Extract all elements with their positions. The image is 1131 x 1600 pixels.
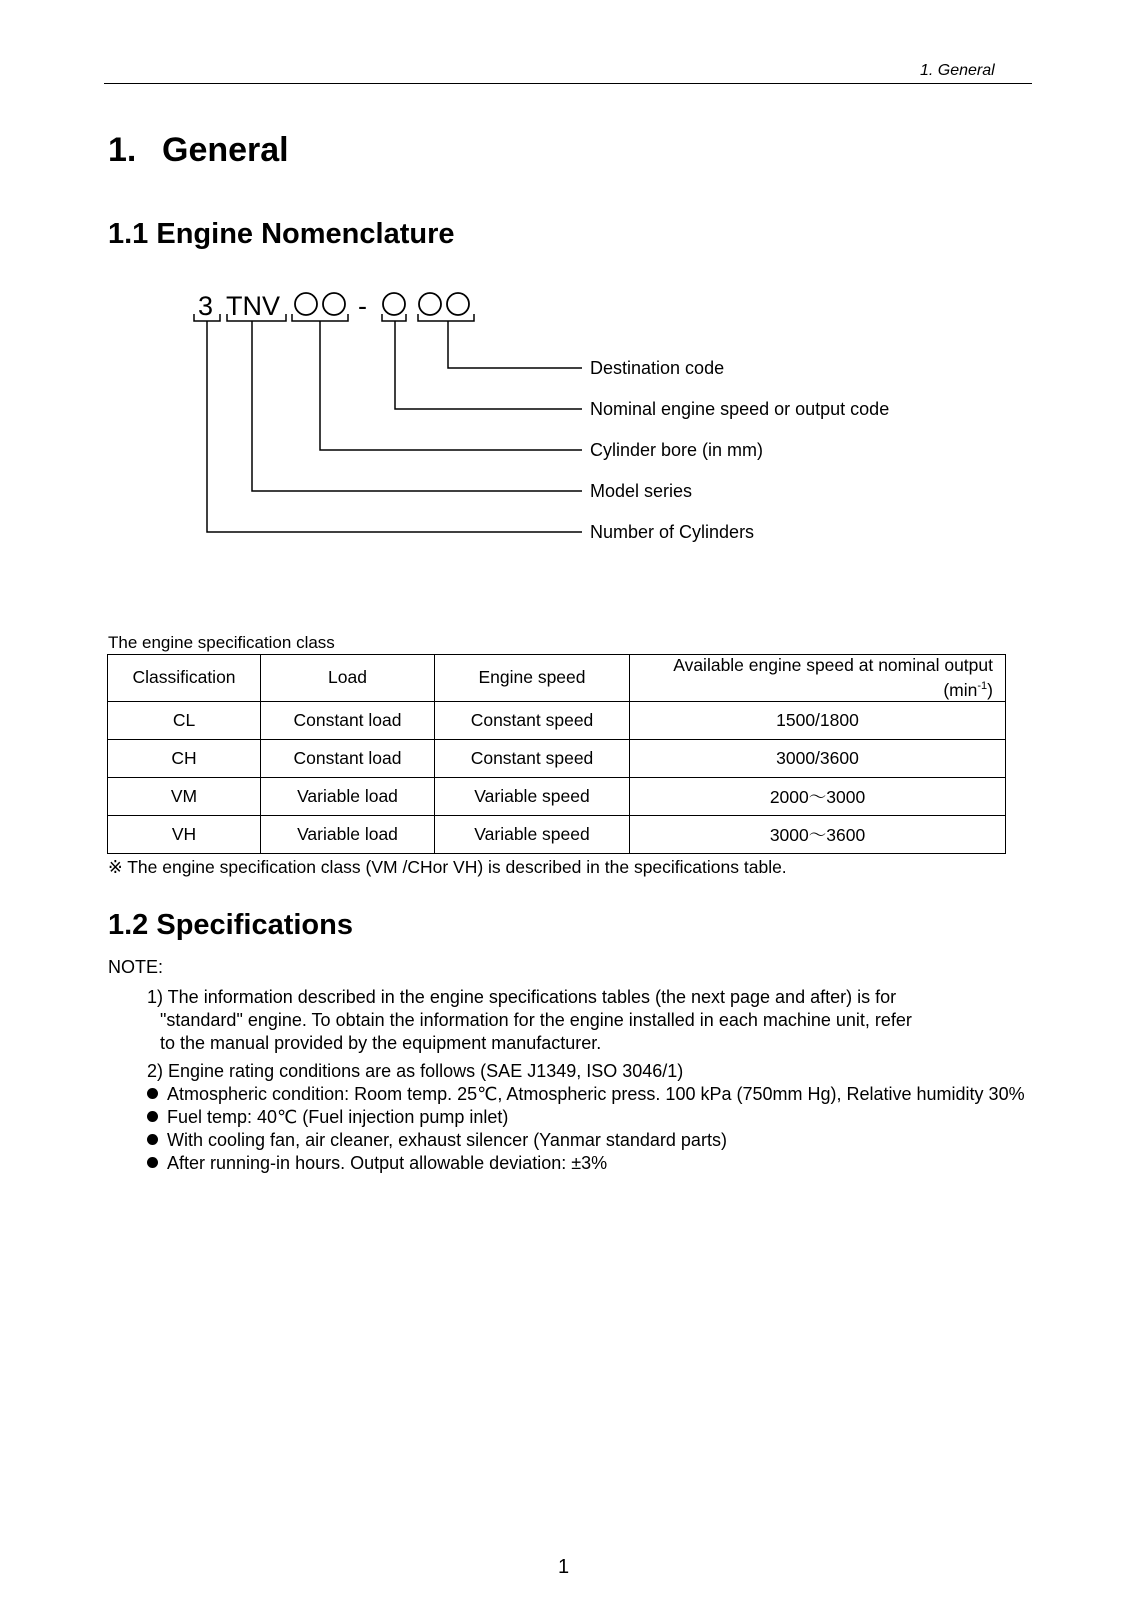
- cell-speed: Constant speed: [435, 701, 630, 739]
- cell-available-speed: 1500/1800: [630, 701, 1006, 739]
- note-item-2: 2) Engine rating conditions are as follows (SAE J1349, ISO 3046/1): [147, 1061, 684, 1081]
- cell-available-speed: 3000～3600: [630, 815, 1006, 853]
- list-item-text: With cooling fan, air cleaner, exhaust silencer (Yanmar standard parts): [167, 1130, 727, 1150]
- section-title: General: [162, 131, 289, 169]
- bore-placeholder-2: [323, 293, 345, 315]
- label-destination-code: Destination code: [590, 358, 725, 378]
- code-part-series: TNV: [226, 291, 280, 321]
- nomenclature-diagram: [190, 283, 950, 553]
- label-model-series: Model series: [590, 481, 693, 501]
- section-number: 1.: [108, 131, 137, 169]
- list-item-text: After running-in hours. Output allowable deviation: ±3%: [167, 1153, 608, 1173]
- header-available-speed-text: Available engine speed at nominal output: [673, 655, 993, 675]
- destination-placeholder-2: [447, 293, 469, 315]
- bore-placeholder-1: [295, 293, 317, 315]
- bullet-icon: [147, 1088, 158, 1099]
- header-load: Load: [261, 655, 435, 702]
- table-row: [108, 701, 1006, 739]
- list-item: [147, 1083, 1027, 1106]
- header-classification: Classification: [108, 655, 261, 702]
- cell-class: CH: [108, 739, 261, 777]
- list-item-text: Atmospheric condition: Room temp. 25℃, Atmospheric press. 100 kPa (750mm Hg), Relative humidity 30%: [167, 1084, 1025, 1104]
- cell-speed: Variable speed: [435, 815, 630, 853]
- rating-conditions-list: [147, 1083, 1027, 1175]
- header-available-speed: [630, 655, 1006, 702]
- bullet-icon: [147, 1134, 158, 1145]
- running-header: 1. General: [920, 62, 995, 79]
- destination-placeholder-1: [419, 293, 441, 315]
- header-engine-speed: Engine speed: [435, 655, 630, 702]
- note-item-1-line-1: 1) The information described in the engine specifications tables (the next page and after) is for: [147, 987, 897, 1007]
- header-rule: [104, 83, 1032, 84]
- specifications-heading: 1.2 Specifications: [108, 909, 353, 941]
- cell-load: Constant load: [261, 739, 435, 777]
- nomenclature-heading: 1.1 Engine Nomenclature: [108, 218, 455, 250]
- speed-placeholder: [383, 293, 405, 315]
- label-speed-output-code: Nominal engine speed or output code: [590, 399, 890, 419]
- section-heading: [108, 131, 289, 170]
- list-item: [147, 1152, 1027, 1175]
- label-number-of-cylinders: Number of Cylinders: [590, 522, 755, 542]
- table-row: [108, 815, 1006, 853]
- list-item-text: Fuel temp: 40℃ (Fuel injection pump inlet): [167, 1107, 509, 1127]
- list-item: [147, 1129, 1027, 1152]
- cell-class: VM: [108, 777, 261, 815]
- note-item-1: [147, 986, 1027, 1055]
- cell-class: CL: [108, 701, 261, 739]
- label-cylinder-bore: Cylinder bore (in mm): [590, 440, 764, 460]
- table-row: [108, 777, 1006, 815]
- table-note: ※ The engine specification class (VM /CHor VH) is described in the specifications table.: [108, 857, 787, 877]
- cell-load: Constant load: [261, 701, 435, 739]
- page-number: 1: [558, 1556, 570, 1578]
- list-item: [147, 1106, 1027, 1129]
- code-part-dash: -: [358, 291, 367, 321]
- note-item-1-line-2: "standard" engine. To obtain the information for the engine installed in each machine unit, refer: [160, 1010, 912, 1030]
- cell-available-speed: 2000～3000: [630, 777, 1006, 815]
- table-header-row: [108, 655, 1006, 702]
- note-item-1-line-3: to the manual provided by the equipment manufacturer.: [160, 1033, 602, 1053]
- cell-class: VH: [108, 815, 261, 853]
- bullet-icon: [147, 1111, 158, 1122]
- code-part-cylinders: 3: [198, 291, 214, 321]
- cell-speed: Constant speed: [435, 739, 630, 777]
- cell-load: Variable load: [261, 815, 435, 853]
- table-caption: The engine specification class: [108, 633, 335, 652]
- cell-speed: Variable speed: [435, 777, 630, 815]
- spec-class-table: [107, 654, 1006, 854]
- table-row: [108, 739, 1006, 777]
- cell-available-speed: 3000/3600: [630, 739, 1006, 777]
- cell-load: Variable load: [261, 777, 435, 815]
- note-label: NOTE:: [108, 957, 164, 977]
- header-unit: $(\min^{-1})$: [943, 679, 993, 700]
- bullet-icon: [147, 1157, 158, 1168]
